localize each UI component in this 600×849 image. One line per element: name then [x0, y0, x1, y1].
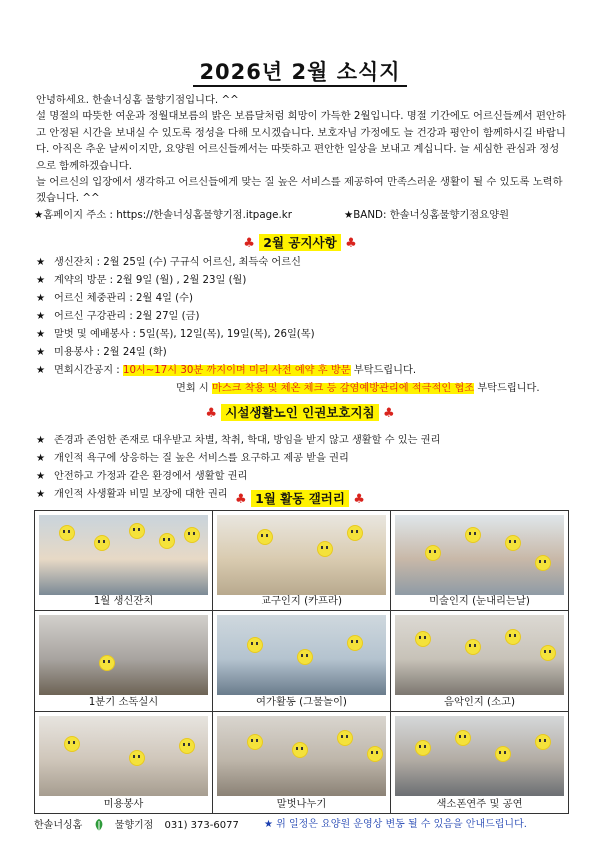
star-icon: ★ — [36, 435, 46, 446]
star-icon: ★ — [36, 365, 46, 376]
star-icon: ★ — [36, 257, 46, 268]
smiley-face-icon — [337, 730, 353, 746]
footer-note: ★ 위 일정은 요양원 운영상 변동 될 수 있음을 안내드립니다. — [264, 819, 527, 830]
smiley-face-icon — [94, 535, 110, 551]
smiley-face-icon — [317, 541, 333, 557]
club-icon: ♣ — [353, 492, 365, 507]
intro-paragraph: 늘 어르신의 입장에서 생각하고 어르신들에게 맞는 질 높은 서비스를 제공하여 만족스러운 생활이 될 수 있도록 노력하겠습니다. ^^ — [36, 176, 563, 205]
gallery-photo[interactable] — [217, 716, 386, 796]
smiley-face-icon — [425, 545, 441, 561]
list-item: ★ 안전하고 가정과 같은 환경에서 생활할 권리 — [36, 468, 576, 486]
star-icon: ★ — [36, 311, 46, 322]
gallery-cell — [35, 712, 213, 813]
list-item: ★ 개인적 욕구에 상응하는 질 높은 서비스를 요구하고 제공 받을 권리 — [36, 450, 576, 468]
notice-list — [36, 254, 576, 398]
visit-notice: ★ 면회시간공지 : 10시~17시 30분 까지이며 미리 사전 예약 후 방문 부탁드립니다. — [36, 362, 576, 380]
visit-notice-2: 면회 시 마스크 착용 및 체온 체크 등 감염예방관리에 적극적인 협조 부탁드립니다. — [176, 383, 540, 394]
gallery-caption: 1분기 소독실시 — [88, 696, 159, 708]
footer-phone: 031) 373-6077 — [164, 820, 239, 831]
star-icon: ★ — [36, 347, 46, 358]
gallery-caption: 여가활동 (그물놀이) — [256, 696, 347, 708]
gallery-photo[interactable] — [39, 716, 208, 796]
smiley-face-icon — [415, 631, 431, 647]
gallery-photo[interactable] — [217, 615, 386, 695]
list-item: ★ 개인적 사생활과 비밀 보장에 대한 권리 — [36, 486, 576, 504]
gallery-caption: 음악인지 (소고) — [444, 696, 515, 708]
gallery-caption: 미술인지 (눈내리는날) — [429, 595, 530, 607]
gallery-photo[interactable] — [395, 615, 564, 695]
club-icon: ♣ — [345, 236, 357, 251]
smiley-face-icon — [505, 535, 521, 551]
footer-org: 한솔너싱홈 — [34, 820, 83, 831]
smiley-face-icon — [415, 740, 431, 756]
gallery-photo[interactable] — [395, 515, 564, 595]
gallery-photo[interactable] — [39, 615, 208, 695]
gallery-caption: 말벗나누기 — [276, 798, 327, 810]
list-item: ★ 생신잔치 : 2월 25일 (수) 구규식 어르신, 최득숙 어르신 — [36, 254, 576, 272]
club-icon: ♣ — [235, 492, 247, 507]
smiley-face-icon — [465, 639, 481, 655]
rights-title: 시설생활노인 인권보호지침 — [221, 404, 378, 421]
smiley-face-icon — [179, 738, 195, 754]
visit-hours: 10시~17시 30분 까지이며 미리 사전 예약 후 방문 — [122, 365, 351, 376]
smiley-face-icon — [247, 637, 263, 653]
list-item: ★ 어르신 구강관리 : 2월 27일 (금) — [36, 308, 576, 326]
star-icon: ★ — [36, 275, 46, 286]
smiley-face-icon — [292, 742, 308, 758]
gallery-cell — [391, 712, 568, 813]
smiley-face-icon — [297, 649, 313, 665]
gallery-photo[interactable] — [39, 515, 208, 595]
footer-branch: 물향기점 — [114, 820, 154, 831]
gallery-heading — [0, 489, 600, 507]
notice-heading — [0, 233, 600, 251]
gallery-cell — [213, 712, 391, 813]
intro-paragraph: 설 명절의 따뜻한 여운과 정월대보름의 밝은 보름달처럼 희망이 가득한 2월입니다. 명절 기간에도 어르신들께서 편안하고 안정된 시간을 보내실 수 있도록 정성을 다해 모시겠습니다. 보호자님 가정에도 늘 건강과 평안이 함께하시길 바랍니다. 아직은 추운 날씨이지만, 요양원 어르신들께서는 따뜻하고 편안한 일상을 보내고 계십니다. 늘 세심한 관심과 정성으로 함께하겠습니다. — [36, 110, 566, 172]
list-item: ★ 존경과 존엄한 존재로 대우받고 차별, 착취, 학대, 방임을 받지 않고 생활할 수 있는 권리 — [36, 432, 576, 450]
gallery-photo[interactable] — [217, 515, 386, 595]
gallery-caption: 미용봉사 — [103, 798, 144, 810]
smiley-face-icon — [540, 645, 556, 661]
club-icon: ♣ — [382, 406, 395, 421]
smiley-face-icon — [59, 525, 75, 541]
smiley-face-icon — [367, 746, 383, 762]
list-item: ★ 미용봉사 : 2월 24일 (화) — [36, 344, 576, 362]
band-link[interactable]: ★BAND: 한솔너싱홈물향기점요양원 — [344, 209, 510, 221]
gallery-photo[interactable] — [395, 716, 564, 796]
page-title: 2026년 2월 소식지 — [193, 60, 406, 87]
footer — [34, 818, 574, 832]
smiley-face-icon — [99, 655, 115, 671]
list-item: ★ 계약의 방문 : 2월 9일 (월) , 2월 23일 (월) — [36, 272, 576, 290]
smiley-face-icon — [505, 629, 521, 645]
gallery-cell — [213, 511, 391, 611]
gallery-caption: 교구인지 (카프라) — [261, 595, 342, 607]
smiley-face-icon — [347, 635, 363, 651]
gallery-cell — [35, 511, 213, 611]
gallery-cell — [213, 611, 391, 712]
rights-heading — [0, 403, 600, 421]
gallery-cell — [391, 611, 568, 712]
smiley-face-icon — [159, 533, 175, 549]
star-icon: ★ — [36, 329, 46, 340]
smiley-face-icon — [184, 527, 200, 543]
list-item: ★ 말벗 및 예배봉사 : 5일(목), 12일(목), 19일(목), 26일(목) — [36, 326, 576, 344]
leaf-logo-icon — [92, 820, 109, 831]
notice-title: 2월 공지사항 — [259, 234, 340, 251]
smiley-face-icon — [64, 736, 80, 752]
gallery-cell — [35, 611, 213, 712]
smiley-face-icon — [129, 750, 145, 766]
smiley-face-icon — [347, 525, 363, 541]
smiley-face-icon — [455, 730, 471, 746]
photo-gallery — [34, 510, 569, 814]
star-icon: ★ — [36, 293, 46, 304]
club-icon: ♣ — [205, 406, 217, 421]
smiley-face-icon — [465, 527, 481, 543]
gallery-title: 1월 활동 갤러리 — [251, 490, 349, 507]
club-icon: ♣ — [243, 236, 255, 251]
smiley-face-icon — [535, 734, 551, 750]
star-icon: ★ — [36, 489, 46, 500]
contact-links — [34, 206, 574, 221]
intro-paragraph: 안녕하세요. 한솔너싱홈 물향기점입니다. ^^ — [36, 94, 239, 106]
smiley-face-icon — [535, 555, 551, 571]
homepage-link[interactable]: ★홈페이지 주소 : https://한솔너싱홈물향기점.itpage.kr — [34, 209, 292, 221]
smiley-face-icon — [257, 529, 273, 545]
list-item: ★ 어르신 체중관리 : 2월 4일 (수) — [36, 290, 576, 308]
star-icon: ★ — [36, 453, 46, 464]
gallery-caption: 색소폰연주 및 공연 — [436, 798, 523, 810]
smiley-face-icon — [129, 523, 145, 539]
smiley-face-icon — [495, 746, 511, 762]
gallery-caption: 1월 생신잔치 — [93, 595, 154, 607]
star-icon: ★ — [36, 471, 46, 482]
smiley-face-icon — [247, 734, 263, 750]
infection-notice: 마스크 착용 및 체온 체크 등 감염예방관리에 적극적인 협조 — [212, 383, 475, 394]
intro-text — [36, 92, 566, 207]
gallery-cell — [391, 511, 568, 611]
